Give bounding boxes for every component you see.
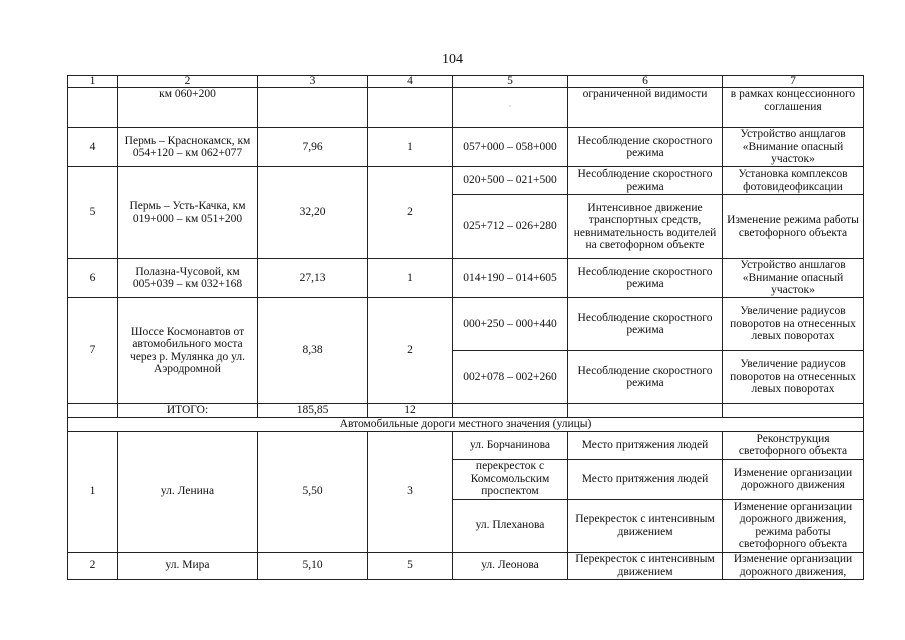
table-row bbox=[68, 88, 864, 128]
column-header: 7 bbox=[723, 76, 864, 88]
cell-length: 5,10 bbox=[258, 552, 368, 579]
cell-reason: Несоблюдение скоростного режима bbox=[568, 167, 723, 195]
cell-count: 1 bbox=[368, 259, 453, 298]
total-length: 185,85 bbox=[258, 404, 368, 418]
cell-reason: Несоблюдение скоростного режима bbox=[568, 128, 723, 167]
cell-measure: Реконструкция светофорного объекта bbox=[723, 431, 864, 459]
cell-reason: ограниченной видимости bbox=[568, 88, 723, 128]
cell-road: ул. Ленина bbox=[118, 431, 258, 552]
section-header: Автомобильные дороги местного значения (улицы) bbox=[68, 417, 864, 431]
total-row bbox=[68, 404, 864, 418]
cell-count bbox=[368, 88, 453, 128]
cell-num: 5 bbox=[68, 167, 118, 259]
cell-reason: Место притяжения людей bbox=[568, 459, 723, 499]
cell-section: 014+190 – 014+605 bbox=[453, 259, 568, 298]
table-row bbox=[68, 128, 864, 167]
cell-measure: Установка комплексов фотовидеофиксации bbox=[723, 167, 864, 195]
cell-section: ул. Борчанинова bbox=[453, 431, 568, 459]
total-count: 12 bbox=[368, 404, 453, 418]
cell-length bbox=[258, 88, 368, 128]
cell-reason: Интенсивное движение транспортных средств, невнимательность водителей на светофорном объекте bbox=[568, 195, 723, 259]
cell-count: 2 bbox=[368, 167, 453, 259]
cell-count: 2 bbox=[368, 298, 453, 404]
cell-reason bbox=[568, 404, 723, 418]
table-row bbox=[68, 552, 864, 579]
cell-road: Пермь – Краснокамск, км 054+120 – км 062+077 bbox=[118, 128, 258, 167]
cell-num bbox=[68, 404, 118, 418]
table-row bbox=[68, 167, 864, 195]
cell-section: 025+712 – 026+280 bbox=[453, 195, 568, 259]
cell-num: 6 bbox=[68, 259, 118, 298]
column-header: 2 bbox=[118, 76, 258, 88]
cell-length: 8,38 bbox=[258, 298, 368, 404]
road-safety-table bbox=[67, 75, 864, 580]
cell-reason: Перекресток с интенсивным движением bbox=[568, 552, 723, 579]
cell-reason: Несоблюдение скоростного режима bbox=[568, 298, 723, 351]
cell-reason: Несоблюдение скоростного режима bbox=[568, 259, 723, 298]
cell-length: 7,96 bbox=[258, 128, 368, 167]
cell-measure: Увеличение радиусов поворотов на отнесенных левых поворотах bbox=[723, 298, 864, 351]
column-header: 6 bbox=[568, 76, 723, 88]
cell-num: 2 bbox=[68, 552, 118, 579]
cell-count: 3 bbox=[368, 431, 453, 552]
cell-num bbox=[68, 88, 118, 128]
cell-measure: Изменение организации дорожного движения, режима работы светофорного объекта bbox=[723, 499, 864, 552]
cell-section: 000+250 – 000+440 bbox=[453, 298, 568, 351]
cell-measure: в рамках концессионного соглашения bbox=[723, 88, 864, 128]
cell-measure: Изменение режима работы светофорного объекта bbox=[723, 195, 864, 259]
cell-reason: Несоблюдение скоростного режима bbox=[568, 351, 723, 404]
cell-count: 1 bbox=[368, 128, 453, 167]
cell-road: Шоссе Космонавтов от автомобильного моста через р. Мулянка до ул. Аэродромной bbox=[118, 298, 258, 404]
cell-section: 020+500 – 021+500 bbox=[453, 167, 568, 195]
cell-length: 32,20 bbox=[258, 167, 368, 259]
column-header: 1 bbox=[68, 76, 118, 88]
cell-road: Пермь – Усть-Качка, км 019+000 – км 051+200 bbox=[118, 167, 258, 259]
column-header: 4 bbox=[368, 76, 453, 88]
cell-length: 27,13 bbox=[258, 259, 368, 298]
header-row bbox=[68, 76, 864, 88]
column-header: 5 bbox=[453, 76, 568, 88]
cell-reason: Перекресток с интенсивным движением bbox=[568, 499, 723, 552]
cell-measure: Устройство аншлагов «Внимание опасный участок» bbox=[723, 259, 864, 298]
table-row bbox=[68, 431, 864, 459]
cell-section: 002+078 – 002+260 bbox=[453, 351, 568, 404]
cell-section bbox=[453, 404, 568, 418]
cell-count: 5 bbox=[368, 552, 453, 579]
cell-section: ул. Плеханова bbox=[453, 499, 568, 552]
cell-section: · bbox=[453, 88, 568, 128]
cell-measure: Увеличение радиусов поворотов на отнесенных левых поворотах bbox=[723, 351, 864, 404]
page-number: 104 bbox=[442, 52, 463, 67]
cell-measure: Устройство анщлагов «Внимание опасный участок» bbox=[723, 128, 864, 167]
section-header-row bbox=[68, 417, 864, 431]
cell-measure bbox=[723, 404, 864, 418]
cell-road: ул. Мира bbox=[118, 552, 258, 579]
cell-num: 1 bbox=[68, 431, 118, 552]
cell-num: 4 bbox=[68, 128, 118, 167]
cell-num: 7 bbox=[68, 298, 118, 404]
cell-road: км 060+200 bbox=[118, 88, 258, 128]
cell-measure: Изменение организации дорожного движения, bbox=[723, 552, 864, 579]
cell-reason: Место притяжения людей bbox=[568, 431, 723, 459]
column-header: 3 bbox=[258, 76, 368, 88]
cell-road: Полазна-Чусовой, км 005+039 – км 032+168 bbox=[118, 259, 258, 298]
table-row bbox=[68, 259, 864, 298]
cell-section: 057+000 – 058+000 bbox=[453, 128, 568, 167]
cell-section: ул. Леонова bbox=[453, 552, 568, 579]
cell-measure: Изменение организации дорожного движения bbox=[723, 459, 864, 499]
cell-section: перекресток с Комсомольским проспектом bbox=[453, 459, 568, 499]
total-label: ИТОГО: bbox=[118, 404, 258, 418]
table-row bbox=[68, 298, 864, 351]
cell-length: 5,50 bbox=[258, 431, 368, 552]
